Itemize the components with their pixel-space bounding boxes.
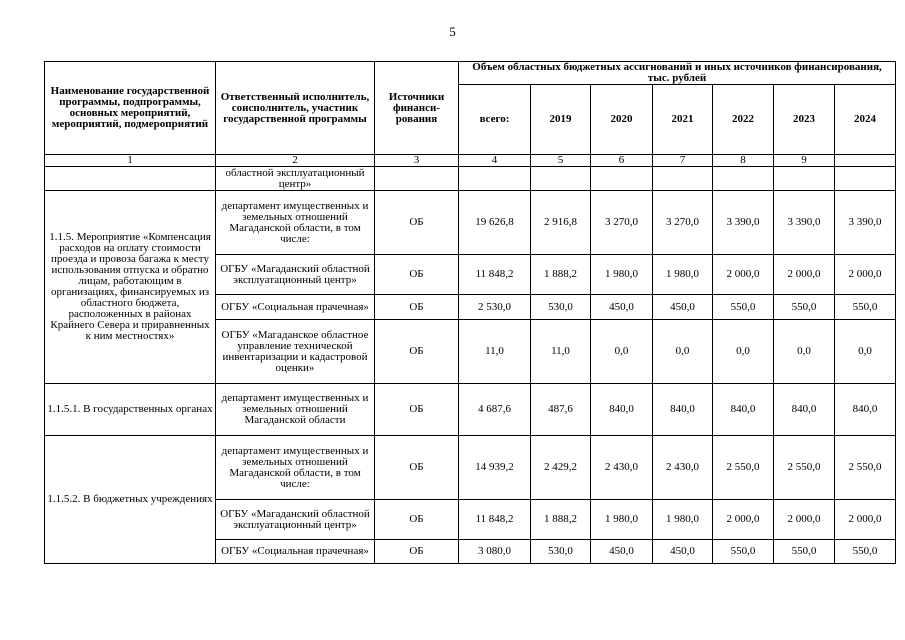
column-number: 6	[591, 155, 653, 167]
value-cell: 2 430,0	[653, 436, 713, 500]
value-cell: 450,0	[653, 295, 713, 320]
header-executor: Ответственный исполнитель, соисполнитель, участник государственной программы	[216, 62, 375, 155]
header-year: 2023	[774, 85, 835, 155]
value-cell: 2 000,0	[774, 500, 835, 540]
column-number: 4	[459, 155, 531, 167]
total-cell: 14 939,2	[459, 436, 531, 500]
value-cell: 1 980,0	[591, 255, 653, 295]
executor-cell: ОГБУ «Магаданский областной эксплуатационный центр»	[216, 255, 375, 295]
executor-cell: департамент имущественных и земельных отношений Магаданской области, в том числе:	[216, 191, 375, 255]
source-cell: ОБ	[375, 384, 459, 436]
measure-name-cell: 1.1.5.1. В государственных органах	[45, 384, 216, 436]
column-number: 5	[531, 155, 591, 167]
executor-cell: ОГБУ «Социальная прачечная»	[216, 295, 375, 320]
value-cell: 550,0	[835, 295, 896, 320]
total-cell: 2 530,0	[459, 295, 531, 320]
value-cell: 550,0	[835, 540, 896, 564]
executor-cell: департамент имущественных и земельных отношений Магаданской области	[216, 384, 375, 436]
value-cell: 0,0	[835, 320, 896, 384]
header-year: 2020	[591, 85, 653, 155]
column-number: 3	[375, 155, 459, 167]
table-row	[45, 384, 896, 436]
value-cell: 450,0	[591, 295, 653, 320]
value-cell: 840,0	[653, 384, 713, 436]
budget-table	[44, 61, 896, 564]
executor-cell: ОГБУ «Магаданский областной эксплуатационный центр»	[216, 500, 375, 540]
header-total: всего:	[459, 85, 531, 155]
header-year: 2019	[531, 85, 591, 155]
value-cell: 450,0	[653, 540, 713, 564]
source-cell: ОБ	[375, 191, 459, 255]
value-cell: 1 980,0	[591, 500, 653, 540]
value-cell: 2 916,8	[531, 191, 591, 255]
table-row	[45, 436, 896, 500]
measure-name-cell: 1.1.5. Мероприятие «Компенсация расходов на оплату стоимости проезда и провоза багажа к месту использования отпуска и обратно лицам, работающим в организациях, финансируемых из областного бюджета, расположенных в районах Крайнего Севера и приравненных к ним местностях»	[45, 191, 216, 384]
source-cell: ОБ	[375, 320, 459, 384]
measure-name-cell: 1.1.5.2. В бюджетных учреждениях	[45, 436, 216, 564]
page-number: 5	[449, 24, 456, 39]
source-cell: ОБ	[375, 540, 459, 564]
header-source: Источники финанси-рования	[375, 62, 459, 155]
value-cell: 487,6	[531, 384, 591, 436]
total-cell: 11 848,2	[459, 255, 531, 295]
value-cell: 1 980,0	[653, 255, 713, 295]
header-volume: Объем областных бюджетных ассигнований и иных источников финансирования, тыс. рублей	[459, 62, 896, 85]
value-cell: 3 390,0	[713, 191, 774, 255]
source-cell: ОБ	[375, 500, 459, 540]
source-cell: ОБ	[375, 436, 459, 500]
value-cell: 3 390,0	[774, 191, 835, 255]
value-cell: 0,0	[591, 320, 653, 384]
column-number: 2	[216, 155, 375, 167]
header-year: 2024	[835, 85, 896, 155]
executor-cell: ОГБУ «Магаданское областное управление технической инвентаризации и кадастровой оценки»	[216, 320, 375, 384]
value-cell: 550,0	[774, 295, 835, 320]
value-cell: 450,0	[591, 540, 653, 564]
value-cell: 1 980,0	[653, 500, 713, 540]
value-cell: 840,0	[774, 384, 835, 436]
total-cell: 19 626,8	[459, 191, 531, 255]
value-cell: 530,0	[531, 540, 591, 564]
value-cell: 530,0	[531, 295, 591, 320]
value-cell: 2 429,2	[531, 436, 591, 500]
value-cell: 550,0	[774, 540, 835, 564]
value-cell: 2 550,0	[713, 436, 774, 500]
value-cell: 1 888,2	[531, 255, 591, 295]
value-cell: 2 000,0	[835, 500, 896, 540]
value-cell: 3 390,0	[835, 191, 896, 255]
column-number: 8	[713, 155, 774, 167]
value-cell: 0,0	[713, 320, 774, 384]
table-row	[45, 191, 896, 255]
value-cell: 2 550,0	[835, 436, 896, 500]
total-cell: 4 687,6	[459, 384, 531, 436]
column-number	[835, 155, 896, 167]
executor-cell: департамент имущественных и земельных отношений Магаданской области, в том числе:	[216, 436, 375, 500]
executor-cell: областной эксплуатационный центр»	[216, 167, 375, 191]
column-number: 7	[653, 155, 713, 167]
column-number: 9	[774, 155, 835, 167]
total-cell: 11,0	[459, 320, 531, 384]
header-year: 2022	[713, 85, 774, 155]
value-cell: 2 000,0	[774, 255, 835, 295]
total-cell: 3 080,0	[459, 540, 531, 564]
value-cell: 550,0	[713, 295, 774, 320]
column-number-row	[45, 155, 896, 167]
total-cell: 11 848,2	[459, 500, 531, 540]
value-cell: 2 000,0	[713, 255, 774, 295]
header-year: 2021	[653, 85, 713, 155]
value-cell: 3 270,0	[591, 191, 653, 255]
value-cell: 2 000,0	[835, 255, 896, 295]
executor-cell: ОГБУ «Социальная прачечная»	[216, 540, 375, 564]
value-cell: 2 000,0	[713, 500, 774, 540]
value-cell: 0,0	[774, 320, 835, 384]
value-cell: 3 270,0	[653, 191, 713, 255]
source-cell: ОБ	[375, 255, 459, 295]
value-cell: 550,0	[713, 540, 774, 564]
value-cell: 11,0	[531, 320, 591, 384]
table-row	[45, 167, 896, 191]
value-cell: 2 430,0	[591, 436, 653, 500]
value-cell: 840,0	[591, 384, 653, 436]
value-cell: 0,0	[653, 320, 713, 384]
header-name: Наименование государственной программы, подпрограммы, основных мероприятий, мероприятий, подмероприятий	[45, 62, 216, 155]
value-cell: 840,0	[835, 384, 896, 436]
value-cell: 1 888,2	[531, 500, 591, 540]
source-cell: ОБ	[375, 295, 459, 320]
value-cell: 2 550,0	[774, 436, 835, 500]
column-number: 1	[45, 155, 216, 167]
value-cell: 840,0	[713, 384, 774, 436]
